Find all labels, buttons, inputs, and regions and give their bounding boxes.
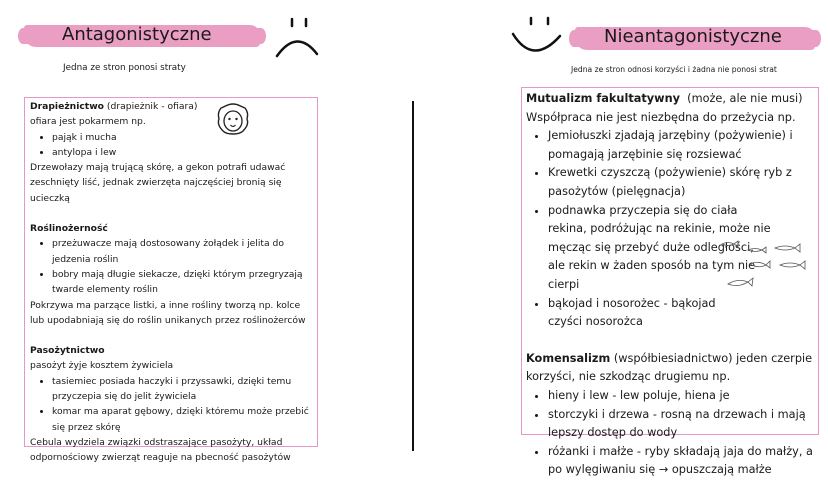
text: pasożyt żyje kosztem żywiciela	[30, 360, 174, 372]
list-item: • antylopa i lew	[52, 145, 312, 160]
list-item: • hieny i lew - lew poluje, hiena je	[548, 387, 814, 406]
antagonistic-box	[24, 97, 318, 464]
text: Drzewołazy mają trującą skórę, a gekon potrafi udawać zeschnięty liść, jednak zwierzęta najczęściej bronią się ucieczką	[30, 162, 286, 204]
list-item: • Jemiołuszki zjadają jarzębiny (pożywienie) i pomagają jarzębinie się rozsiewać	[548, 127, 814, 164]
list-item: • komar ma aparat gębowy, dzięki któremu może przebić się przez skórę	[52, 404, 312, 435]
list-item: • bąkojad i nosorożec - bąkojad czyści nosorożca	[548, 295, 814, 332]
list-item: • storczyki i drzewa - rosną na drzewach i mają lepszy dostęp do wody	[548, 406, 814, 443]
heading-predation: Drapieżnictwo	[30, 101, 104, 112]
lion-icon	[215, 101, 251, 137]
sad-face-icon	[272, 14, 322, 60]
list-item: • różanki i małże - ryby składają jaja do małży, a po wylęgiwaniu się → opuszczają małże	[548, 443, 814, 480]
heading-note: (może, ale nie musi)	[679, 92, 803, 105]
list-item: • podnawka przyczepia się do ciała rekina, podróżując na rekinie, może nie męcząc się przebyć duże odległości, ale rekin w żaden sposób na tym nie cierpi	[548, 202, 814, 295]
list-item: • pająk i mucha	[52, 130, 312, 145]
heading-note: (drapieżnik - ofiara)	[104, 101, 198, 112]
text: Współpraca nie jest niezbędna do przeżycia np.	[526, 110, 796, 124]
smiley-face-icon	[508, 14, 564, 58]
heading-parasitism: Pasożytnictwo	[30, 345, 105, 357]
text: ofiara jest pokarmem np.	[30, 116, 146, 128]
list-item: • tasiemiec posiada haczyki i przyssawki, dzięki temu przyczepia się do jelit żywiciela	[52, 374, 312, 405]
text: Cebula wydziela związki odstraszające pasożyty, układ odpornościowy zwierząt reaguje na pbecność pasożytów	[30, 436, 291, 464]
right-subtitle: Jedna ze stron odnosi korzyści i żadna nie ponosi strat	[571, 65, 777, 74]
heading-commensalism: Komensalizm	[526, 351, 611, 365]
left-subtitle: Jedna ze stron ponosi straty	[63, 63, 186, 73]
list-item: • Krewetki czyszczą (pożywienie) skórę ryb z pasożytów (pielęgnacja)	[548, 164, 814, 201]
list-item: • przeżuwacze mają dostosowany żołądek i jelita do jedzenia roślin	[52, 236, 312, 267]
text: Pokrzywa ma parzące listki, a inne rośliny tworzą np. kolce lub upodabniają się do roślin unikanych przez roślinożerców	[30, 299, 306, 326]
left-title: Antagonistyczne	[62, 24, 212, 45]
heading-mutualism: Mutualizm fakultatywny	[526, 92, 680, 105]
list-item: • bobry mają długie siekacze, dzięki którym przegryzają twarde elementy roślin	[52, 267, 312, 298]
text: (współbiesiadnictwo) jeden czerpie korzyści, nie szkodząc drugiemu np.	[526, 351, 813, 384]
divider	[412, 101, 414, 451]
right-title: Nieantagonistyczne	[604, 26, 782, 47]
heading-herbivory: Roślinożerność	[30, 223, 108, 235]
fish-school-icon	[720, 238, 810, 293]
